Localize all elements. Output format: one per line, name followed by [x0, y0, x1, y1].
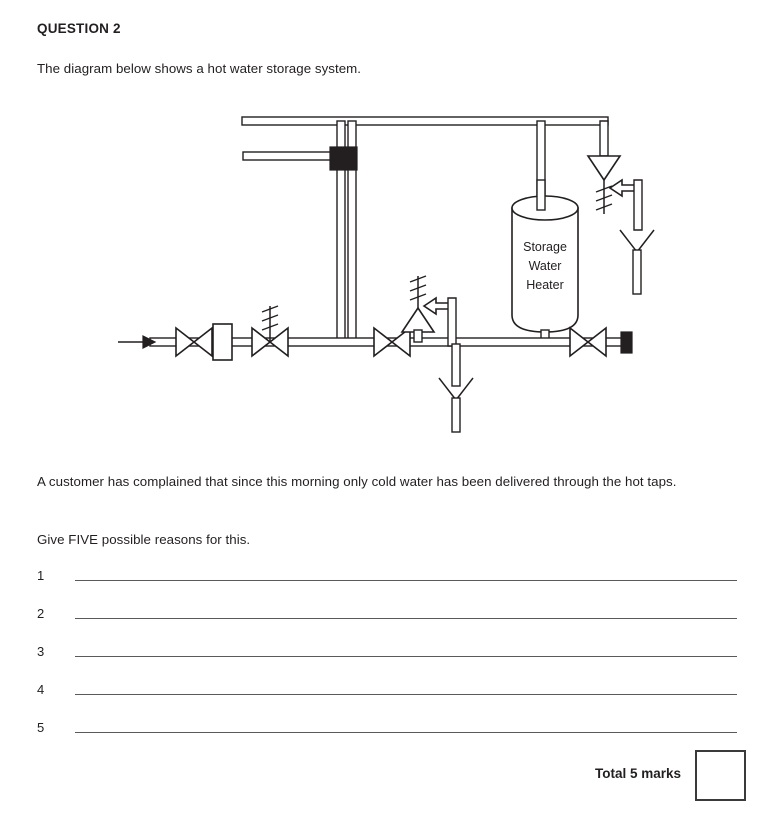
hot-water-storage-system-diagram	[0, 100, 766, 445]
answer-row[interactable]	[37, 676, 737, 714]
answer-rule[interactable]	[75, 618, 737, 619]
answer-rule[interactable]	[75, 580, 737, 581]
gate-valve-inlet-icon	[176, 328, 212, 356]
answer-rule[interactable]	[75, 694, 737, 695]
temperature-pressure-relief-valve-icon	[588, 156, 642, 230]
marks-entry-box[interactable]	[695, 750, 746, 801]
answer-number: 5	[37, 720, 45, 735]
footer	[0, 750, 766, 810]
answer-row[interactable]	[37, 600, 737, 638]
tundish-drain-upper-icon	[620, 230, 654, 294]
vessel-label-line1: Storage	[523, 240, 567, 254]
answer-number: 2	[37, 606, 45, 621]
intro-text: The diagram below shows a hot water storage system.	[37, 61, 362, 76]
pipe-end-cap-icon	[621, 332, 632, 353]
answer-row[interactable]	[37, 562, 737, 600]
scenario-text: A customer has complained that since this morning only cold water has been delivered through the hot taps.	[37, 474, 677, 489]
answer-number: 1	[37, 568, 45, 583]
junction-fitting-block	[330, 147, 357, 170]
stop-valve-stem-icon	[252, 306, 288, 356]
answer-rule[interactable]	[75, 732, 737, 733]
vessel-label-line3: Heater	[526, 278, 564, 292]
tundish-drain-lower-icon	[439, 344, 473, 432]
answer-rule[interactable]	[75, 656, 737, 657]
answer-row[interactable]	[37, 638, 737, 676]
answer-row[interactable]	[37, 714, 737, 752]
instruction-text: Give FIVE possible reasons for this.	[37, 532, 251, 547]
page-title: QUESTION 2	[37, 21, 121, 36]
answer-number: 4	[37, 682, 45, 697]
storage-water-heater-vessel	[512, 180, 578, 345]
total-marks-label: Total 5 marks	[594, 766, 681, 781]
answer-lines-group	[37, 562, 737, 752]
gate-valve-outlet-icon	[570, 328, 606, 356]
answer-number: 3	[37, 644, 45, 659]
water-meter-icon	[213, 324, 232, 360]
vessel-label-line2: Water	[528, 259, 562, 273]
